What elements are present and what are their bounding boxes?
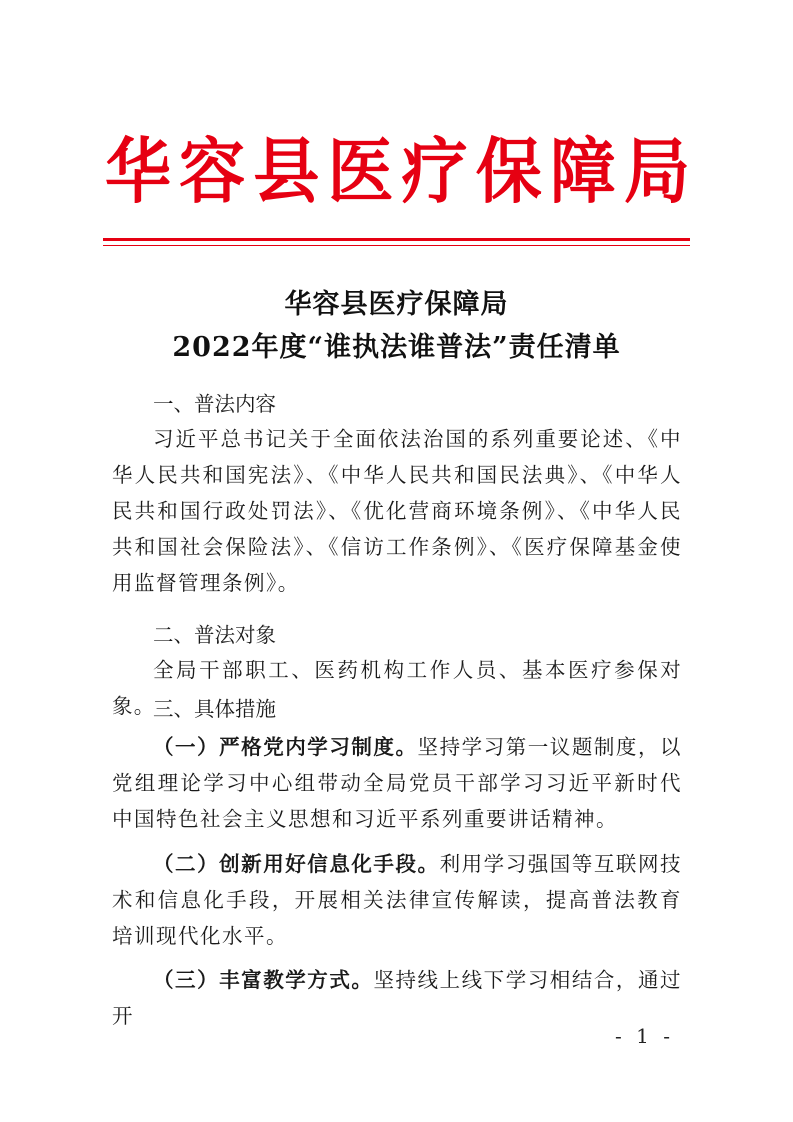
measure-item-1	[112, 729, 682, 837]
measure-item-3	[112, 962, 682, 1034]
section3-heading: 三、具体措施	[153, 697, 276, 721]
measure-item-3-label: （三）丰富教学方式。	[153, 968, 374, 992]
document-title-line2: 2022年度“谁执法谁普法”责任清单	[172, 332, 621, 363]
measure-item-1-body: 坚持学习第一议题制度，以党组理论学习中心组带动全局党员干部学习习近平新时代中国特色社会主义思想和习近平系列重要讲话精神。	[112, 735, 683, 831]
measure-item-2-body: 利用学习强国等互联网技术和信息化手段，开展相关法律宣传解读，提高普法教育培训现代化水平。	[112, 852, 683, 948]
measure-item-3-body: 坚持线上线下学习相结合，通过开	[112, 968, 683, 1028]
section1-body: 习近平总书记关于全面依法治国的系列重要论述、《中华人民共和国宪法》、《中华人民共和国民法典》、《中华人民共和国行政处罚法》、《优化营商环境条例》、《中华人民共和国社会保险法》、《信访工作条例》、《医疗保障基金使用监督管理条例》。	[112, 427, 682, 595]
measure-item-1-label: （一）严格党内学习制度。	[153, 735, 418, 759]
masthead-title: 华容县医疗保障局	[105, 129, 690, 214]
section2-heading: 二、普法对象	[153, 623, 276, 647]
measure-item-2-label: （二）创新用好信息化手段。	[153, 852, 440, 876]
document-title-line1: 华容县医疗保障局	[284, 289, 509, 320]
section1-heading: 一、普法内容	[153, 392, 276, 416]
masthead-rule-thick	[103, 238, 690, 241]
masthead-rule-thin	[103, 245, 690, 246]
section2-body: 全局干部职工、医药机构工作人员、基本医疗参保对象。	[112, 658, 682, 718]
measure-item-2	[112, 846, 682, 954]
page-number: - 1 -	[615, 1024, 674, 1048]
